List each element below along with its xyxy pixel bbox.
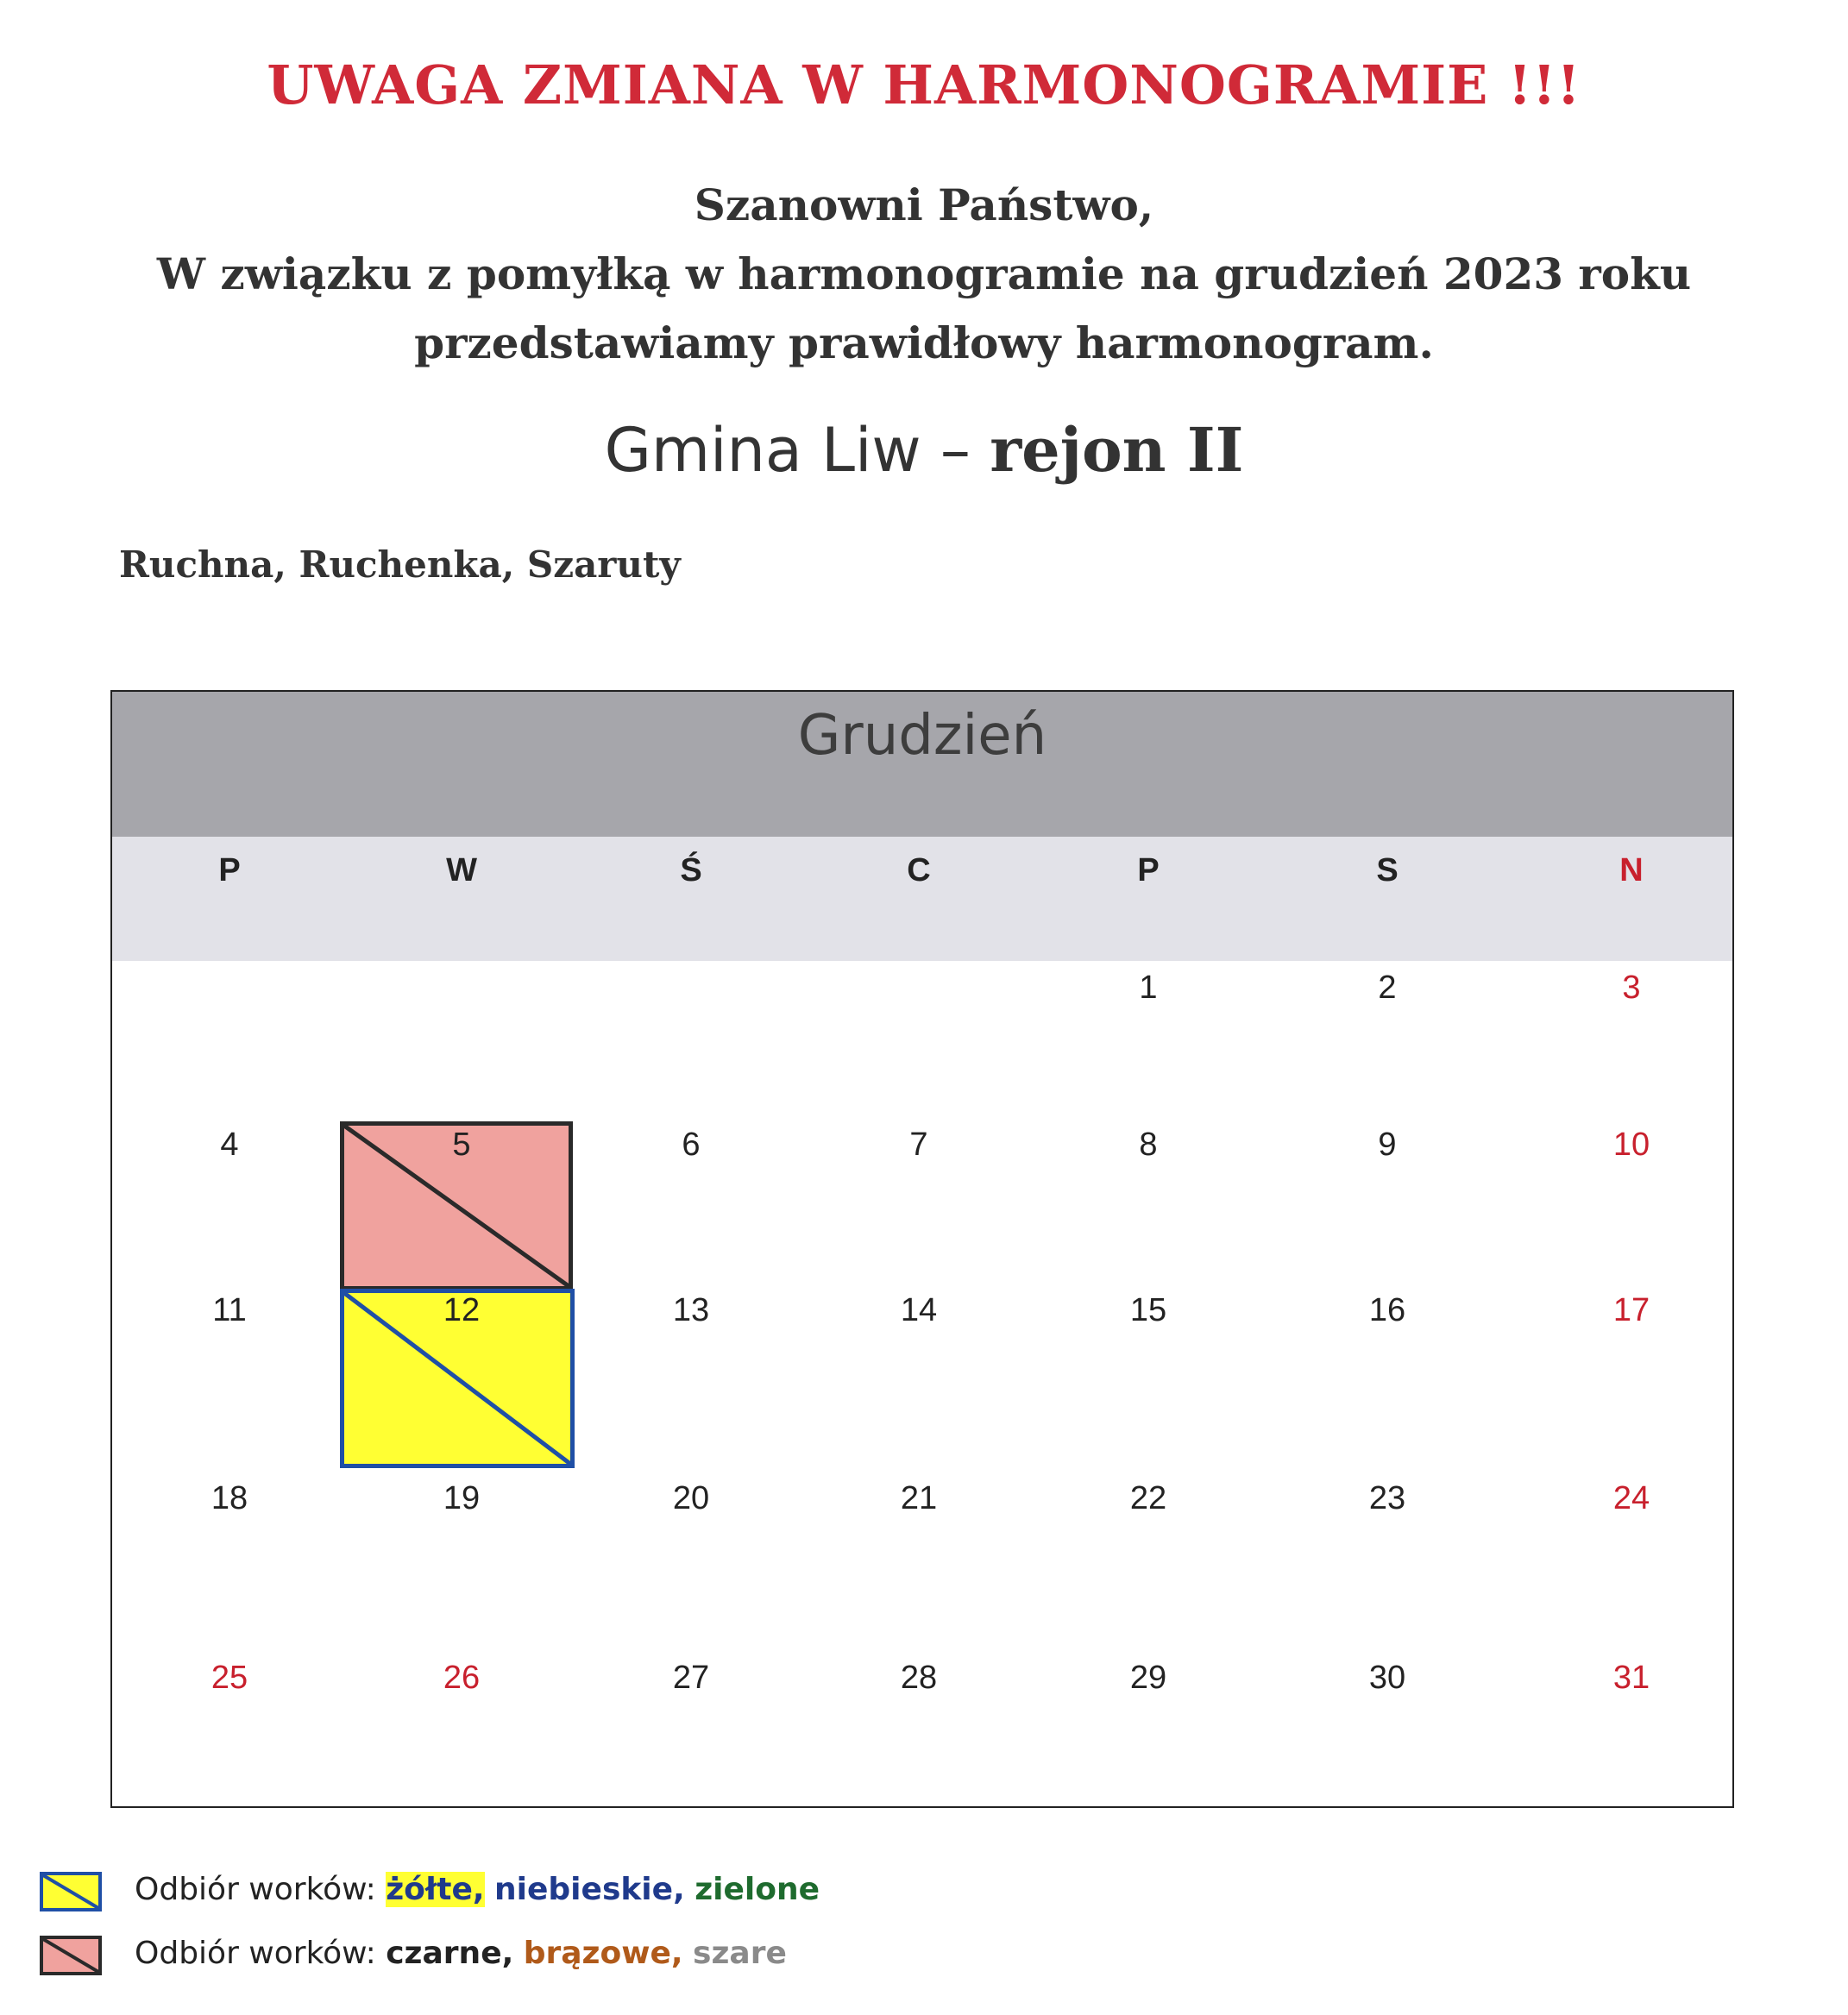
day-31: 31 [1612, 1660, 1650, 1696]
legend-item: szare [693, 1936, 787, 1971]
notice-line-2: W związku z pomyłką w harmonogramie na grudzień 2023 roku [156, 248, 1692, 299]
day-24: 24 [1612, 1480, 1650, 1516]
notice-line-3: przedstawiamy prawidłowy harmonogram. [414, 317, 1434, 368]
day-1: 1 [1139, 970, 1158, 1006]
gmina-region: rejon II [990, 414, 1244, 486]
day-19: 19 [443, 1480, 481, 1516]
calendar [110, 690, 1734, 1808]
weekday-4: P [1137, 852, 1160, 888]
weekday-1: W [446, 852, 477, 888]
legend-swatch-0 [40, 1872, 102, 1911]
legend-text-1 [135, 1936, 787, 1971]
legend-item: brązowe, [523, 1936, 683, 1971]
legend-swatch-1 [40, 1936, 102, 1975]
day-7: 7 [909, 1127, 928, 1163]
day-23: 23 [1368, 1480, 1406, 1516]
day-12: 12 [443, 1292, 481, 1328]
legend-item: zielone [695, 1872, 820, 1907]
day-15: 15 [1129, 1292, 1167, 1328]
weekday-5: S [1376, 852, 1399, 888]
weekday-6: N [1619, 852, 1644, 888]
day-22: 22 [1129, 1480, 1167, 1516]
day-30: 30 [1368, 1660, 1406, 1696]
weekday-2: Ś [680, 852, 702, 888]
day-26: 26 [443, 1660, 481, 1696]
day-18: 18 [211, 1480, 248, 1516]
day-10: 10 [1612, 1127, 1650, 1163]
legend-text-0 [135, 1872, 820, 1907]
weekday-0: P [218, 852, 241, 888]
gmina-name: Gmina Liw – [604, 415, 971, 486]
legend-label: Odbiór worków: [135, 1872, 387, 1907]
day-6: 6 [682, 1127, 701, 1163]
day-27: 27 [672, 1660, 710, 1696]
day-2: 2 [1378, 970, 1397, 1006]
day-21: 21 [900, 1480, 938, 1516]
day-28: 28 [900, 1660, 938, 1696]
day-29: 29 [1129, 1660, 1167, 1696]
day-9: 9 [1378, 1127, 1397, 1163]
day-8: 8 [1139, 1127, 1158, 1163]
legend-item: czarne, [386, 1936, 514, 1971]
legend-item: żółte, [386, 1872, 485, 1907]
day-11: 11 [212, 1292, 247, 1328]
day-13: 13 [672, 1292, 710, 1328]
day-5: 5 [452, 1127, 471, 1163]
day-17: 17 [1612, 1292, 1650, 1328]
month-header [112, 692, 1732, 837]
weekday-3: C [907, 852, 931, 888]
greeting: Szanowni Państwo, [694, 179, 1154, 230]
villages-list: Ruchna, Ruchenka, Szaruty [119, 543, 681, 586]
day-14: 14 [900, 1292, 938, 1328]
day-20: 20 [672, 1480, 710, 1516]
day-16: 16 [1368, 1292, 1406, 1328]
day-3: 3 [1622, 970, 1641, 1006]
legend-label: Odbiór worków: [135, 1936, 387, 1971]
weekday-header [112, 837, 1732, 961]
day-4: 4 [220, 1127, 239, 1163]
gmina-heading [0, 414, 1848, 486]
day-25: 25 [211, 1660, 248, 1696]
legend-item: niebieskie, [494, 1872, 685, 1907]
alert-title: UWAGA ZMIANA W HARMONOGRAMIE !!! [267, 53, 1581, 116]
month-name: Grudzień [797, 704, 1047, 768]
